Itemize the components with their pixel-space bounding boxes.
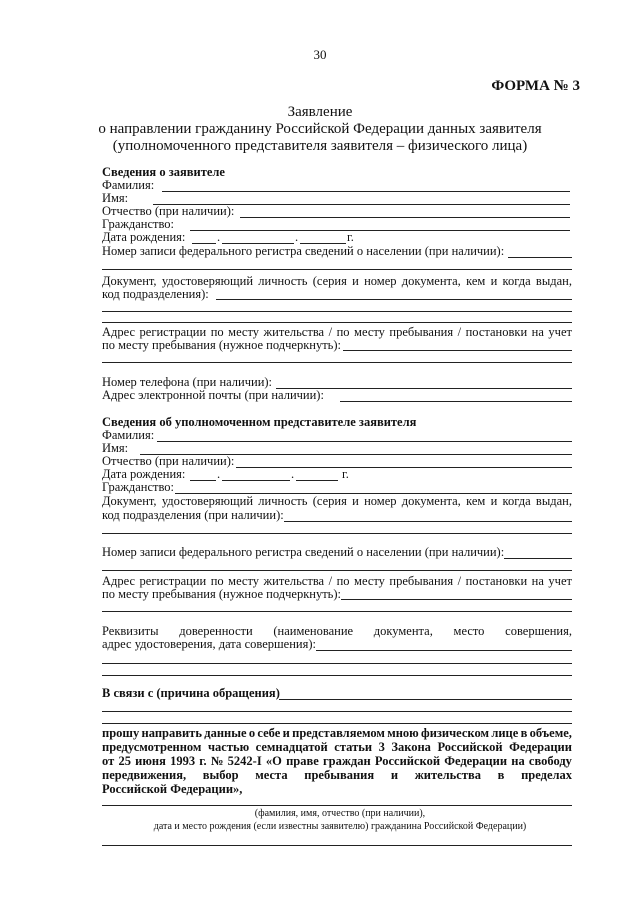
applicant-address-line-1 xyxy=(102,325,572,339)
justified-word: (серия xyxy=(312,494,347,508)
justified-word: доверенности xyxy=(179,624,253,638)
justified-word: по xyxy=(210,325,224,339)
title-line-2: о направлении гражданину Российской Федерации данных заявителя xyxy=(98,121,542,137)
justified-word: 3 xyxy=(378,740,385,754)
justified-word: в xyxy=(520,726,528,740)
rep-address-field-2[interactable] xyxy=(102,611,572,612)
justified-word: / xyxy=(328,574,333,588)
rep-id-doc-field[interactable] xyxy=(284,521,572,522)
justified-word: о xyxy=(248,726,256,740)
justified-word: пребывания xyxy=(389,325,454,339)
justified-word: / xyxy=(457,574,462,588)
justified-word: на xyxy=(511,754,525,768)
justified-word: кем xyxy=(466,274,486,288)
justified-word: от xyxy=(102,754,115,768)
applicant-surname-field[interactable] xyxy=(162,191,570,192)
justified-word: г. xyxy=(199,754,207,768)
justified-word: Реквизиты xyxy=(102,624,159,638)
justified-word: и xyxy=(490,274,498,288)
request-line-2 xyxy=(102,740,572,754)
rep-address-field[interactable] xyxy=(341,599,572,600)
applicant-registry-field[interactable] xyxy=(508,257,572,258)
applicant-address-field-2[interactable] xyxy=(102,362,572,363)
rep-id-doc-label-2: код подразделения (при наличии): xyxy=(102,508,284,522)
justified-word: Закона xyxy=(391,740,431,754)
rep-name-label: Имя: xyxy=(102,441,129,455)
rep-patronymic-label: Отчество (при наличии): xyxy=(102,454,235,468)
justified-word: когда xyxy=(502,274,531,288)
applicant-phone-label: Номер телефона (при наличии): xyxy=(102,375,273,389)
justified-word: Российской xyxy=(374,754,441,768)
justified-word: праве xyxy=(286,754,319,768)
form-label: ФОРМА № 3 xyxy=(491,78,580,94)
rep-birth-sep-2: . xyxy=(291,467,295,481)
justified-word: документа, xyxy=(401,274,461,288)
justified-word: пребывания xyxy=(304,768,375,782)
justified-word: регистрации xyxy=(139,325,207,339)
justified-word: себе xyxy=(257,726,281,740)
footnote-2: дата и место рождения (если известны заявителю) гражданина Российской Федерации) xyxy=(153,821,527,832)
justified-word: / xyxy=(328,325,333,339)
justified-word: когда xyxy=(502,494,531,508)
justified-word: и xyxy=(490,494,498,508)
justified-word: 1993 xyxy=(170,754,196,768)
justified-word: месту xyxy=(354,325,385,339)
reason-field[interactable] xyxy=(279,699,572,700)
justified-word: совершения, xyxy=(505,624,572,638)
justified-word: учет xyxy=(548,325,572,339)
justified-word: свободу xyxy=(528,754,572,768)
rep-birth-sep-1: . xyxy=(217,467,221,481)
rep-citizenship-label: Гражданство: xyxy=(102,480,175,494)
applicant-birth-sep-1: . xyxy=(217,230,221,244)
justified-word: удостоверяющий xyxy=(161,274,254,288)
page-number: 30 xyxy=(313,47,327,62)
rep-patronymic-field[interactable] xyxy=(236,467,572,468)
rep-poa-line-1 xyxy=(102,624,572,638)
justified-word: выдан, xyxy=(535,494,572,508)
applicant-citizenship-label: Гражданство: xyxy=(102,217,175,231)
justified-word: постановки xyxy=(465,325,528,339)
justified-word: Документ, xyxy=(102,274,157,288)
justified-word: Документ, xyxy=(102,494,157,508)
rep-birth-month-field[interactable] xyxy=(222,480,290,481)
justified-word: 5242-I xyxy=(227,754,262,768)
justified-word: жительства xyxy=(263,574,325,588)
rep-address-line-1 xyxy=(102,574,572,588)
justified-word: частью xyxy=(207,740,250,754)
rep-surname-label: Фамилия: xyxy=(102,428,155,442)
rep-birth-day-field[interactable] xyxy=(190,480,216,481)
justified-word: учет xyxy=(548,574,572,588)
rep-id-doc-line-1 xyxy=(102,494,572,508)
justified-word: пределах xyxy=(521,768,572,782)
applicant-email-field[interactable] xyxy=(340,401,572,402)
justified-word: данные xyxy=(204,726,247,740)
justified-word: месту xyxy=(228,325,260,339)
justified-word: физическом xyxy=(421,726,489,740)
justified-word: номер xyxy=(364,494,397,508)
justified-word: Федерации xyxy=(444,754,508,768)
justified-word: места xyxy=(255,768,288,782)
applicant-email-label: Адрес электронной почты (при наличии): xyxy=(102,388,324,402)
rep-poa-field-2[interactable] xyxy=(102,663,572,664)
justified-word: кем xyxy=(466,494,486,508)
justified-word: июня xyxy=(135,754,166,768)
justified-word: номер xyxy=(364,274,397,288)
justified-word: выдан, xyxy=(535,274,572,288)
request-line-3 xyxy=(102,754,572,768)
justified-word: пребывания xyxy=(389,574,454,588)
request-line-1 xyxy=(102,726,572,740)
justified-word: статьи xyxy=(334,740,373,754)
title-line-1: Заявление xyxy=(287,104,353,120)
justified-word: жительства xyxy=(414,768,481,782)
justified-word: предусмотренном xyxy=(102,740,202,754)
rep-birth-year-suffix: г. xyxy=(342,467,349,481)
justified-word: жительства xyxy=(263,325,325,339)
rep-poa-field-3[interactable] xyxy=(102,675,572,676)
applicant-surname-label: Фамилия: xyxy=(102,178,155,192)
justified-word: и xyxy=(282,726,290,740)
justified-word: по xyxy=(336,325,350,339)
representative-heading: Сведения об уполномоченном представителе заявителя xyxy=(102,415,417,429)
applicant-birth-sep-2: . xyxy=(295,230,299,244)
applicant-id-doc-line-1 xyxy=(102,274,572,288)
justified-word: на xyxy=(531,574,544,588)
rep-birth-year-field[interactable] xyxy=(296,480,338,481)
justified-word: месту xyxy=(354,574,385,588)
justified-word: передвижения, xyxy=(102,768,187,782)
justified-word: Федерации xyxy=(509,740,572,754)
rep-poa-label-2: адрес удостоверения, дата совершения): xyxy=(102,637,316,651)
applicant-address-field[interactable] xyxy=(343,350,572,351)
justified-word: по xyxy=(210,574,224,588)
applicant-registry-field-2[interactable] xyxy=(102,269,572,270)
applicant-registry-label: Номер записи федерального регистра сведений о населении (при наличии): xyxy=(102,244,505,258)
reason-field-2[interactable] xyxy=(102,711,572,712)
applicant-id-doc-field[interactable] xyxy=(216,299,572,300)
justified-word: граждан xyxy=(322,754,371,768)
applicant-name-label: Имя: xyxy=(102,191,129,205)
justified-word: Адрес xyxy=(102,574,136,588)
rep-registry-field[interactable] xyxy=(504,558,572,559)
justified-word: место xyxy=(453,624,485,638)
justified-word: на xyxy=(531,325,544,339)
request-line-5: Российской Федерации», xyxy=(102,782,243,796)
justified-word: (наименование xyxy=(273,624,354,638)
justified-word: «О xyxy=(265,754,282,768)
justified-word: / xyxy=(457,325,462,339)
justified-word: 25 xyxy=(118,754,131,768)
justified-word: прошу xyxy=(102,726,140,740)
justified-word: и xyxy=(352,494,359,508)
applicant-birth-year-suffix: г. xyxy=(347,230,354,244)
rep-registry-field-2[interactable] xyxy=(102,570,572,571)
applicant-patronymic-label: Отчество (при наличии): xyxy=(102,204,235,218)
rep-poa-field[interactable] xyxy=(316,650,572,651)
applicant-citizenship-field[interactable] xyxy=(190,230,570,231)
justified-word: направить xyxy=(141,726,202,740)
reason-label: В связи с (причина обращения) xyxy=(102,686,280,700)
rep-id-doc-field-2[interactable] xyxy=(102,533,572,534)
justified-word: личность xyxy=(258,274,308,288)
citizen-name-field[interactable] xyxy=(102,805,572,806)
justified-word: документа, xyxy=(401,494,461,508)
request-line-4 xyxy=(102,768,572,782)
justified-word: удостоверяющий xyxy=(161,494,254,508)
applicant-heading: Сведения о заявителе xyxy=(102,165,225,179)
justified-word: (серия xyxy=(312,274,347,288)
justified-word: № xyxy=(210,754,224,768)
justified-word: объеме, xyxy=(529,726,572,740)
justified-word: лице xyxy=(491,726,519,740)
justified-word: представляемом xyxy=(292,726,385,740)
justified-word: семнадцатой xyxy=(255,740,328,754)
applicant-id-doc-label-2: код подразделения): xyxy=(102,287,209,301)
justified-word: регистрации xyxy=(139,574,207,588)
justified-word: и xyxy=(352,274,359,288)
citizen-details-field[interactable] xyxy=(102,845,572,846)
rep-registry-label: Номер записи федерального регистра сведений о населении (при наличии): xyxy=(102,545,505,559)
footnote-1: (фамилия, имя, отчество (при наличии), xyxy=(254,808,426,819)
applicant-birth-label: Дата рождения: xyxy=(102,230,186,244)
justified-word: Адрес xyxy=(102,325,136,339)
applicant-id-doc-field-2[interactable] xyxy=(102,311,572,312)
rep-surname-field[interactable] xyxy=(157,441,572,442)
rep-address-label-2: по месту пребывания (нужное подчеркнуть): xyxy=(102,587,342,601)
applicant-address-label-2: по месту пребывания (нужное подчеркнуть): xyxy=(102,338,342,352)
justified-word: Российской xyxy=(437,740,503,754)
justified-word: личность xyxy=(258,494,308,508)
applicant-patronymic-field[interactable] xyxy=(240,217,570,218)
justified-word: мною xyxy=(387,726,419,740)
justified-word: выбор xyxy=(202,768,239,782)
reason-field-3[interactable] xyxy=(102,723,572,724)
rep-birth-label: Дата рождения: xyxy=(102,467,186,481)
justified-word: постановки xyxy=(465,574,528,588)
justified-word: и xyxy=(390,768,399,782)
title-line-3: (уполномоченного представителя заявителя – физического лица) xyxy=(112,138,528,154)
justified-word: документа, xyxy=(373,624,433,638)
justified-word: по xyxy=(336,574,350,588)
applicant-id-doc-field-3[interactable] xyxy=(102,322,572,323)
justified-word: в xyxy=(497,768,505,782)
justified-word: месту xyxy=(228,574,260,588)
